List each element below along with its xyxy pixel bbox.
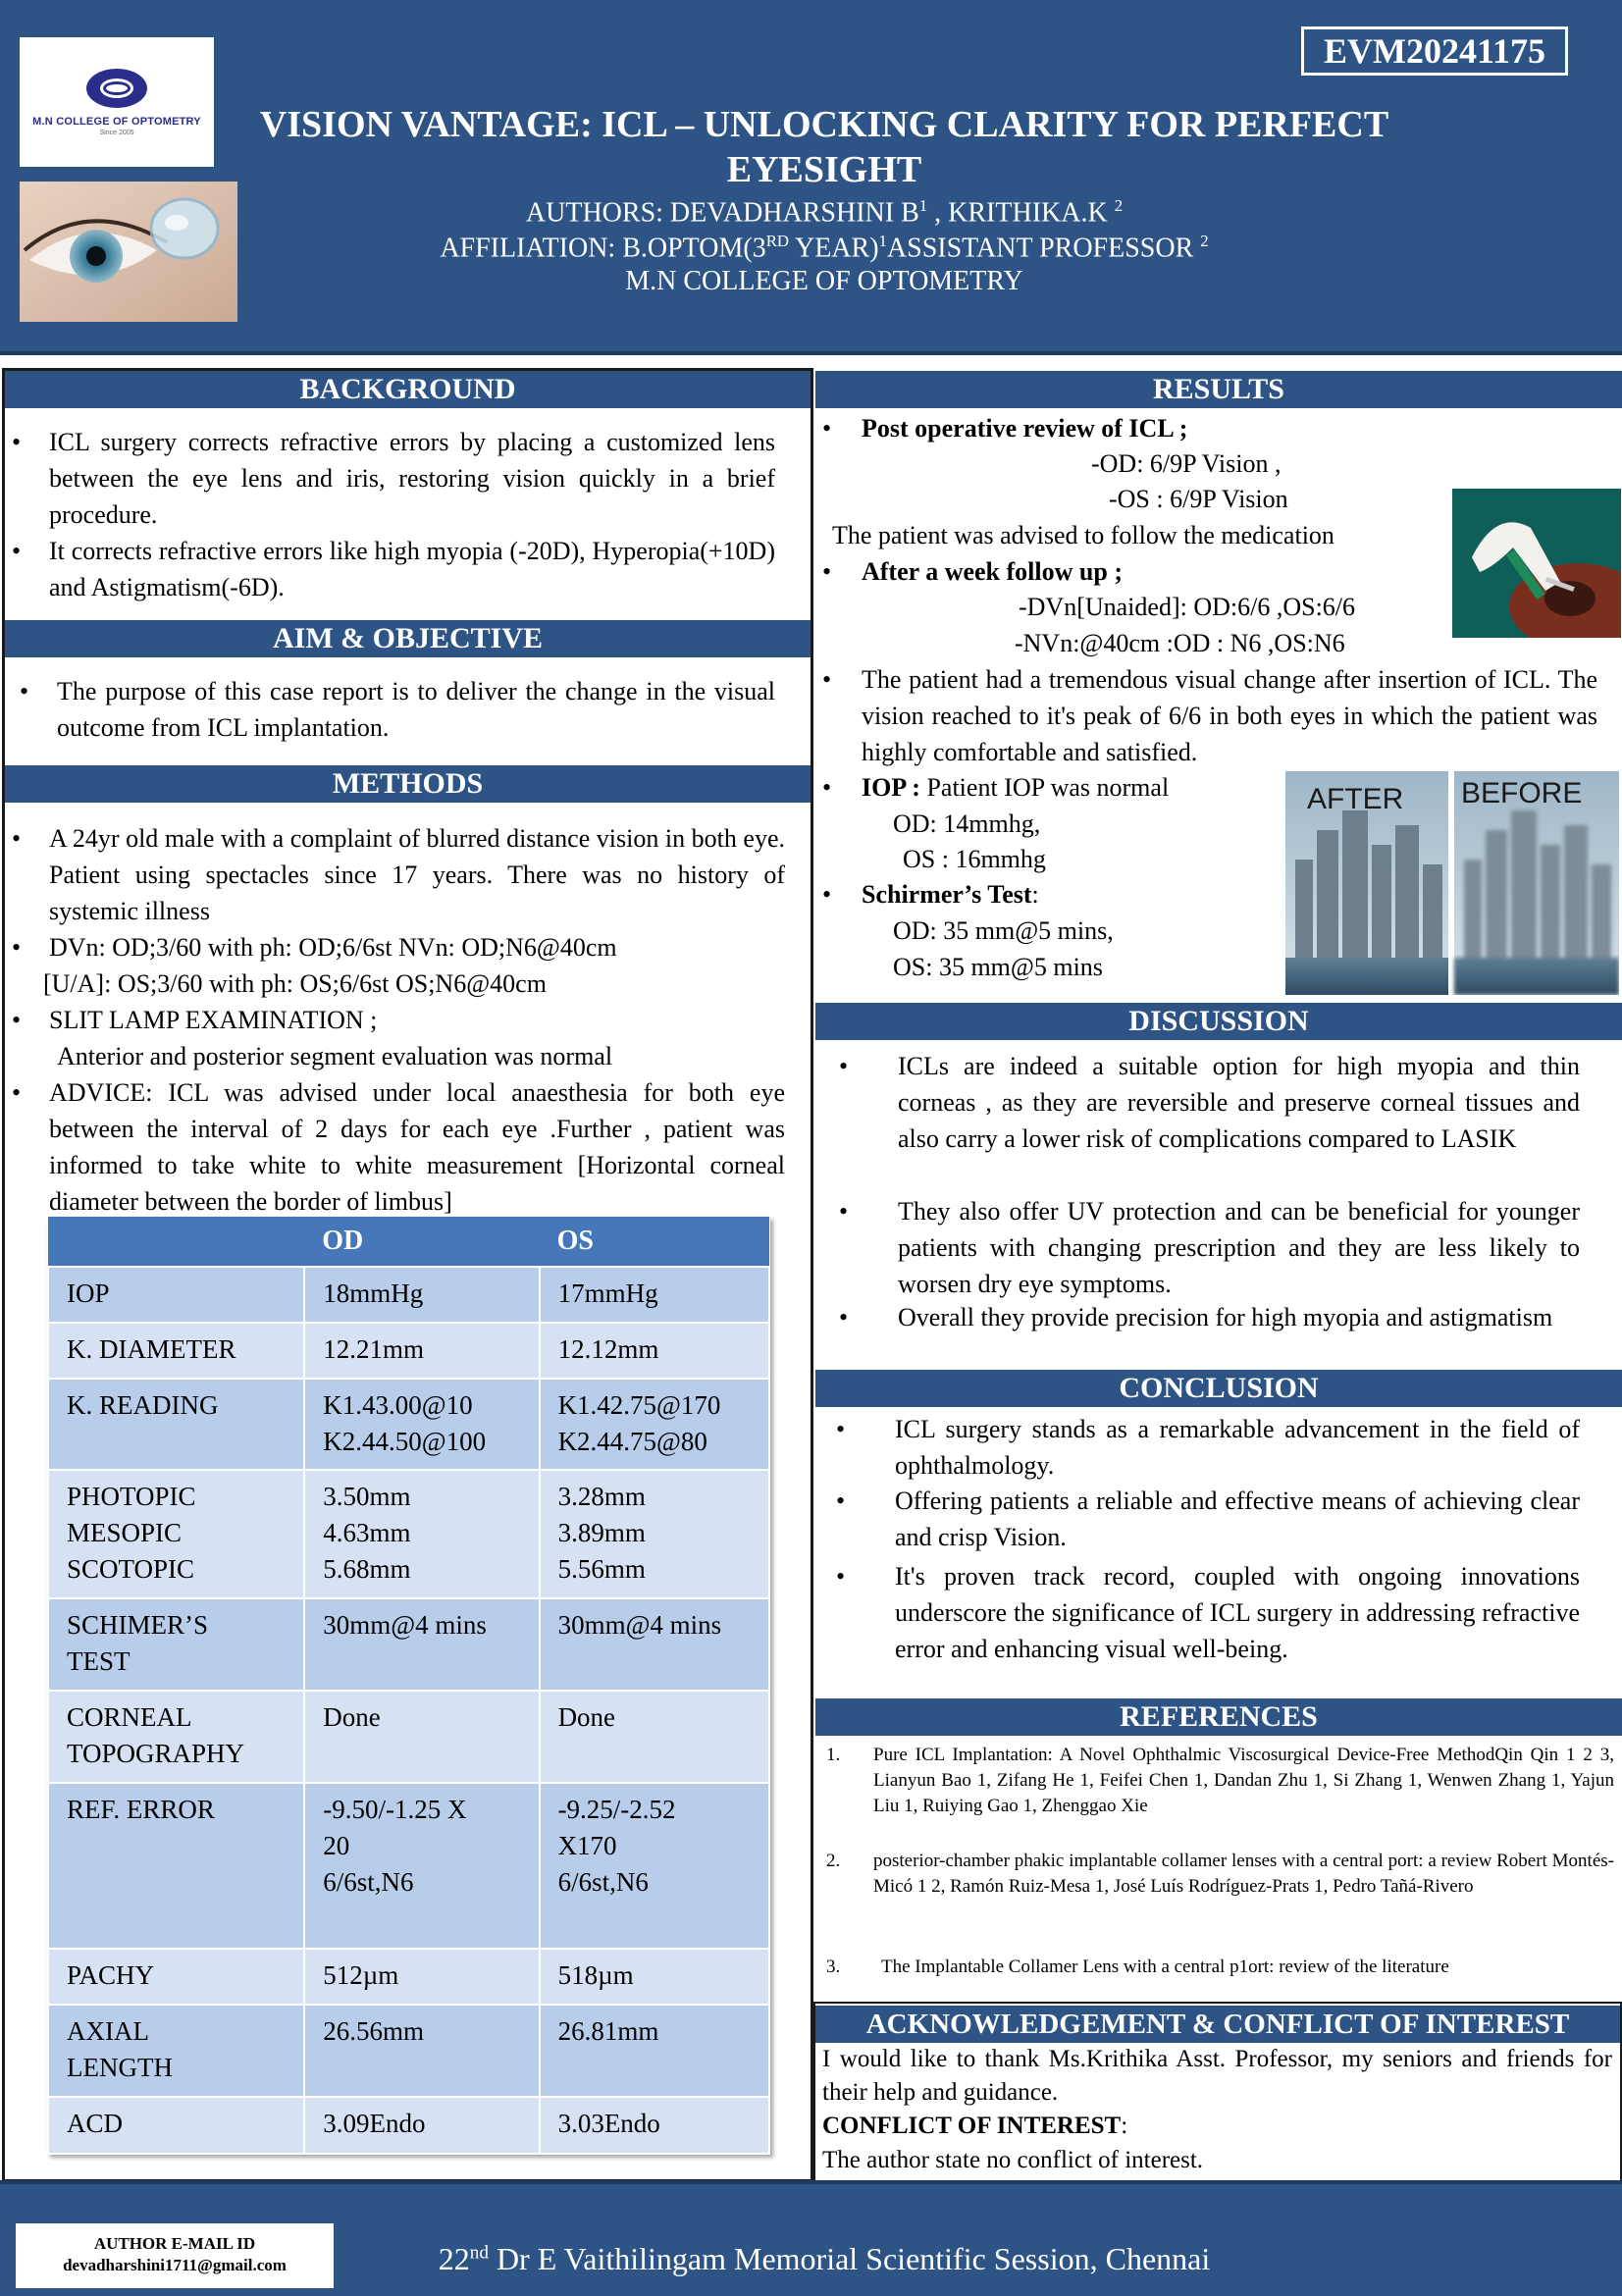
table-cell-os: -9.25/-2.52 X170 6/6st,N6 (540, 1783, 769, 1949)
authors-sup: 1 (918, 196, 928, 215)
table-row (48, 1949, 769, 2005)
table-body (48, 1267, 769, 2154)
authors-text-2: , KRITHIKA.K (927, 197, 1115, 229)
aim-heading: AIM & OBJECTIVE (5, 620, 811, 657)
acknowledgement-text: I would like to thank Ms.Krithika Asst. Professor, my seniors and friends for their help and guidance. (822, 2046, 1612, 2106)
poster-title (235, 102, 1413, 192)
results-week-followup: After a week follow up ; (862, 557, 1123, 586)
after-label: AFTER (1307, 783, 1404, 815)
measurement-table (47, 1217, 770, 2155)
bullet: • (822, 557, 832, 586)
bullet: • (12, 1006, 22, 1034)
table-cell-od: -9.50/-1.25 X 20 6/6st,N6 (304, 1783, 539, 1949)
conclusion-bullet-3: It's proven track record, coupled with ongoing innovations underscore the significance of ICL surgery in addressing refractive error and enhancing visual well-being. (895, 1562, 1580, 1663)
table-cell-os: 26.81mm (540, 2005, 769, 2097)
college-logo (20, 37, 214, 167)
table-cell-os: 3.28mm 3.89mm 5.56mm (540, 1470, 769, 1598)
conflict-line (822, 2110, 1127, 2143)
results-iop-od: OD: 14mmhg, (893, 809, 1041, 838)
eye-lens-image (20, 182, 237, 322)
affiliation-sup: RD (765, 232, 790, 250)
surgery-image (1452, 489, 1621, 638)
results-schirmer (862, 876, 1039, 913)
bullet: • (12, 824, 22, 853)
affiliation-text: AFFILIATION: B.OPTOM(3 (440, 233, 766, 264)
table-cell-os: K1.42.75@170 K2.44.75@80 (540, 1379, 769, 1470)
table-cell-label: SCHIMER’S TEST (48, 1598, 304, 1691)
results-iop (862, 769, 1169, 806)
bullet: • (822, 773, 832, 802)
table-cell-od: 26.56mm (304, 2005, 539, 2097)
email-label: AUTHOR E-MAIL ID (93, 2234, 256, 2253)
discussion-bullet-3: Overall they provide precision for high myopia and astigmatism (898, 1303, 1553, 1331)
results-schirmer-od: OD: 35 mm@5 mins, (893, 916, 1114, 945)
table-cell-label: ACD (48, 2097, 304, 2154)
bullet: • (12, 537, 22, 565)
methods-bullet-1: A 24yr old male with a complaint of blurred distance vision in both eye. Patient using spectacles since 17 years. There was no history of systemic illness (49, 824, 785, 925)
table-cell-label: K. READING (48, 1379, 304, 1470)
acknowledgement-heading: ACKNOWLEDGEMENT & CONFLICT OF INTEREST (815, 2006, 1620, 2043)
poster-footer (0, 2180, 1622, 2296)
table-cell-od: 30mm@4 mins (304, 1598, 539, 1691)
background-bullet-1: ICL surgery corrects refractive errors by placing a customized lens between the eye lens and iris, restoring vision quickly in a brief procedure. (49, 428, 775, 529)
results-iop-os: OS : 16mmhg (903, 845, 1046, 873)
conflict-colon: : (1121, 2113, 1128, 2139)
results-heading: RESULTS (815, 371, 1622, 408)
bullet: • (839, 1303, 849, 1331)
session-number: 22 (438, 2241, 470, 2276)
table-row (48, 1323, 769, 1379)
aim-bullet-1: The purpose of this case report is to deliver the change in the visual outcome from ICL implantation. (57, 677, 775, 742)
affiliation-sup-3: 2 (1200, 232, 1209, 250)
table-cell-od: K1.43.00@10 K2.44.50@100 (304, 1379, 539, 1470)
poster-id: EVM20241175 (1301, 26, 1568, 76)
table-cell-od: 3.09Endo (304, 2097, 539, 2154)
references-heading: REFERENCES (815, 1698, 1622, 1736)
reference-1: Pure ICL Implantation: A Novel Ophthalmic Viscosurgical Device-Free MethodQin Qin 1 2 3, Lianyun Bao 1, Zifang He 1, Feifei Chen 1, Dandan Zhu 1, Si Zhang 1, Wenwen Zhang 1, Yajun Liu 1, Ruiying Gao 1, Zhenggao Xie (873, 1745, 1614, 1816)
authors-sup-2: 2 (1114, 196, 1124, 215)
table-cell-label: PACHY (48, 1949, 304, 2005)
methods-advice: ADVICE: ICL was advised under local anaesthesia for both eye between the interval of 2 days for each eye .Further , patient was informed to take white to white measurement [Horizontal corneal diameter between the border of limbus] (49, 1078, 785, 1216)
methods-dvn-line-2: [U/A]: OS;3/60 with ph: OS;6/6st OS;N6@40cm (43, 969, 547, 998)
discussion-bullet-1: ICLs are indeed a suitable option for high myopia and thin corneas , as they are reversible and preserve corneal tissues and also carry a lower risk of complications compared to LASIK (898, 1052, 1580, 1153)
conflict-label: CONFLICT OF INTEREST (822, 2113, 1122, 2139)
ref-number-2: 2. (826, 1851, 841, 1871)
table-cell-label: CORNEAL TOPOGRAPHY (48, 1691, 304, 1783)
methods-slit-lamp: SLIT LAMP EXAMINATION ; (49, 1006, 378, 1034)
results-os-vision: -OS : 6/9P Vision (1109, 485, 1288, 513)
table-cell-od: 3.50mm 4.63mm 5.68mm (304, 1470, 539, 1598)
author-email: devadharshini1711@gmail.com (63, 2256, 287, 2274)
bullet: • (822, 665, 832, 694)
table-header-label (48, 1217, 304, 1267)
discussion-bullet-2: They also offer UV protection and can be beneficial for younger patients with changing prescription and they are less likely to worsen dry eye symptoms. (898, 1197, 1580, 1298)
background-heading: BACKGROUND (5, 371, 811, 408)
eye-emblem-icon (86, 69, 147, 108)
methods-slit-lamp-result: Anterior and posterior segment evaluation was normal (57, 1042, 613, 1070)
table-row (48, 2097, 769, 2154)
table-cell-od: 12.21mm (304, 1323, 539, 1379)
ref-number-3: 3. (826, 1957, 841, 1977)
results-schirmer-os: OS: 35 mm@5 mins (893, 953, 1103, 981)
bullet: • (20, 677, 29, 705)
table-cell-label: REF. ERROR (48, 1783, 304, 1949)
results-dvn: -DVn[Unaided]: OD:6/6 ,OS:6/6 (1019, 593, 1356, 621)
table-cell-od: Done (304, 1691, 539, 1783)
table-header-os: OS (540, 1217, 769, 1267)
bullet: • (839, 1197, 849, 1226)
conclusion-heading: CONCLUSION (815, 1370, 1622, 1407)
bullet: • (12, 428, 22, 456)
table-cell-label: IOP (48, 1267, 304, 1323)
conclusion-bullet-2: Offering patients a reliable and effective means of achieving clear and crisp Vision. (895, 1487, 1580, 1551)
affiliation-text-2: YEAR) (789, 233, 879, 264)
bullet: • (12, 933, 22, 962)
bullet: • (822, 880, 832, 909)
results-visual-change: The patient had a tremendous visual change after insertion of ICL. The vision reached to it's peak of 6/6 in both eyes in which the patient was highly comfortable and satisfied. (862, 665, 1597, 766)
reference-2: posterior-chamber phakic implantable collamer lenses with a central port: a review Robert Montés-Micó 1 2, Ramón Ruiz-Mesa 1, José Luís Rodríguez-Prats 1, Pedro Tañá-Rivero (873, 1851, 1614, 1897)
table-cell-label: AXIAL LENGTH (48, 2005, 304, 2097)
title-line-2: EYESIGHT (726, 149, 922, 190)
schirmer-colon: : (1031, 880, 1039, 909)
table-row (48, 1783, 769, 1949)
bullet: • (836, 1487, 846, 1515)
bullet: • (836, 1562, 846, 1591)
bullet: • (836, 1415, 846, 1443)
table-cell-os: 3.03Endo (540, 2097, 769, 2154)
results-nvn: -NVn:@40cm :OD : N6 ,OS:N6 (1015, 629, 1345, 657)
session-name: Dr E Vaithilingam Memorial Scientific Session, Chennai (488, 2241, 1211, 2276)
bullet: • (822, 414, 832, 443)
table-row (48, 1267, 769, 1323)
title-line-1: VISION VANTAGE: ICL – UNLOCKING CLARITY FOR PERFECT (259, 104, 1389, 145)
schirmer-label: Schirmer’s Test (862, 880, 1032, 909)
author-email-box (16, 2223, 334, 2288)
session-sup: nd (469, 2242, 489, 2264)
results-od-vision: -OD: 6/9P Vision , (1091, 449, 1282, 478)
methods-heading: METHODS (5, 765, 811, 803)
methods-dvn-line-1: DVn: OD;3/60 with ph: OD;6/6st NVn: OD;N6@40cm (49, 933, 617, 962)
table-cell-os: 518µm (540, 1949, 769, 2005)
table-row (48, 1691, 769, 1783)
table-header-row (48, 1217, 769, 1267)
affiliation-line (235, 232, 1413, 264)
bullet: • (839, 1052, 849, 1080)
table-cell-os: Done (540, 1691, 769, 1783)
reference-3: The Implantable Collamer Lens with a central p1ort: review of the literature (881, 1957, 1449, 1977)
table-row (48, 1379, 769, 1470)
table-header-od: OD (304, 1217, 539, 1267)
results-advised: The patient was advised to follow the medication (832, 521, 1334, 549)
logo-since: Since 2005 (99, 129, 134, 136)
background-bullet-2: It corrects refractive errors like high myopia (-20D), Hyperopia(+10D) and Astigmatism(-6D). (49, 537, 775, 601)
discussion-heading: DISCUSSION (815, 1003, 1622, 1040)
logo-name: M.N COLLEGE OF OPTOMETRY (32, 115, 201, 128)
before-label: BEFORE (1461, 777, 1583, 809)
bullet: • (12, 1078, 22, 1107)
results-post-op: Post operative review of ICL ; (862, 414, 1188, 443)
table-cell-os: 12.12mm (540, 1323, 769, 1379)
conclusion-bullet-1: ICL surgery stands as a remarkable advancement in the field of ophthalmology. (895, 1415, 1580, 1480)
table-cell-os: 30mm@4 mins (540, 1598, 769, 1691)
poster-header (0, 0, 1622, 355)
table-row (48, 2005, 769, 2097)
college-line: M.N COLLEGE OF OPTOMETRY (625, 266, 1023, 296)
authors-line (235, 196, 1413, 229)
iop-label: IOP : (862, 773, 920, 802)
table-cell-od: 512µm (304, 1949, 539, 2005)
authors-text: AUTHORS: DEVADHARSHINI B (525, 197, 919, 229)
table-cell-os: 17mmHg (540, 1267, 769, 1323)
affiliation-text-3: ASSISTANT PROFESSOR (886, 233, 1201, 264)
conflict-text: The author state no conflict of interest. (822, 2147, 1204, 2173)
affiliation-sup-2: 1 (878, 232, 887, 250)
iop-text: Patient IOP was normal (919, 773, 1170, 802)
table-cell-label: K. DIAMETER (48, 1323, 304, 1379)
table-cell-od: 18mmHg (304, 1267, 539, 1323)
table-cell-label: PHOTOPIC MESOPIC SCOTOPIC (48, 1470, 304, 1598)
session-text (334, 2241, 1315, 2277)
table-row (48, 1470, 769, 1598)
table-row (48, 1598, 769, 1691)
ref-number-1: 1. (826, 1745, 841, 1765)
